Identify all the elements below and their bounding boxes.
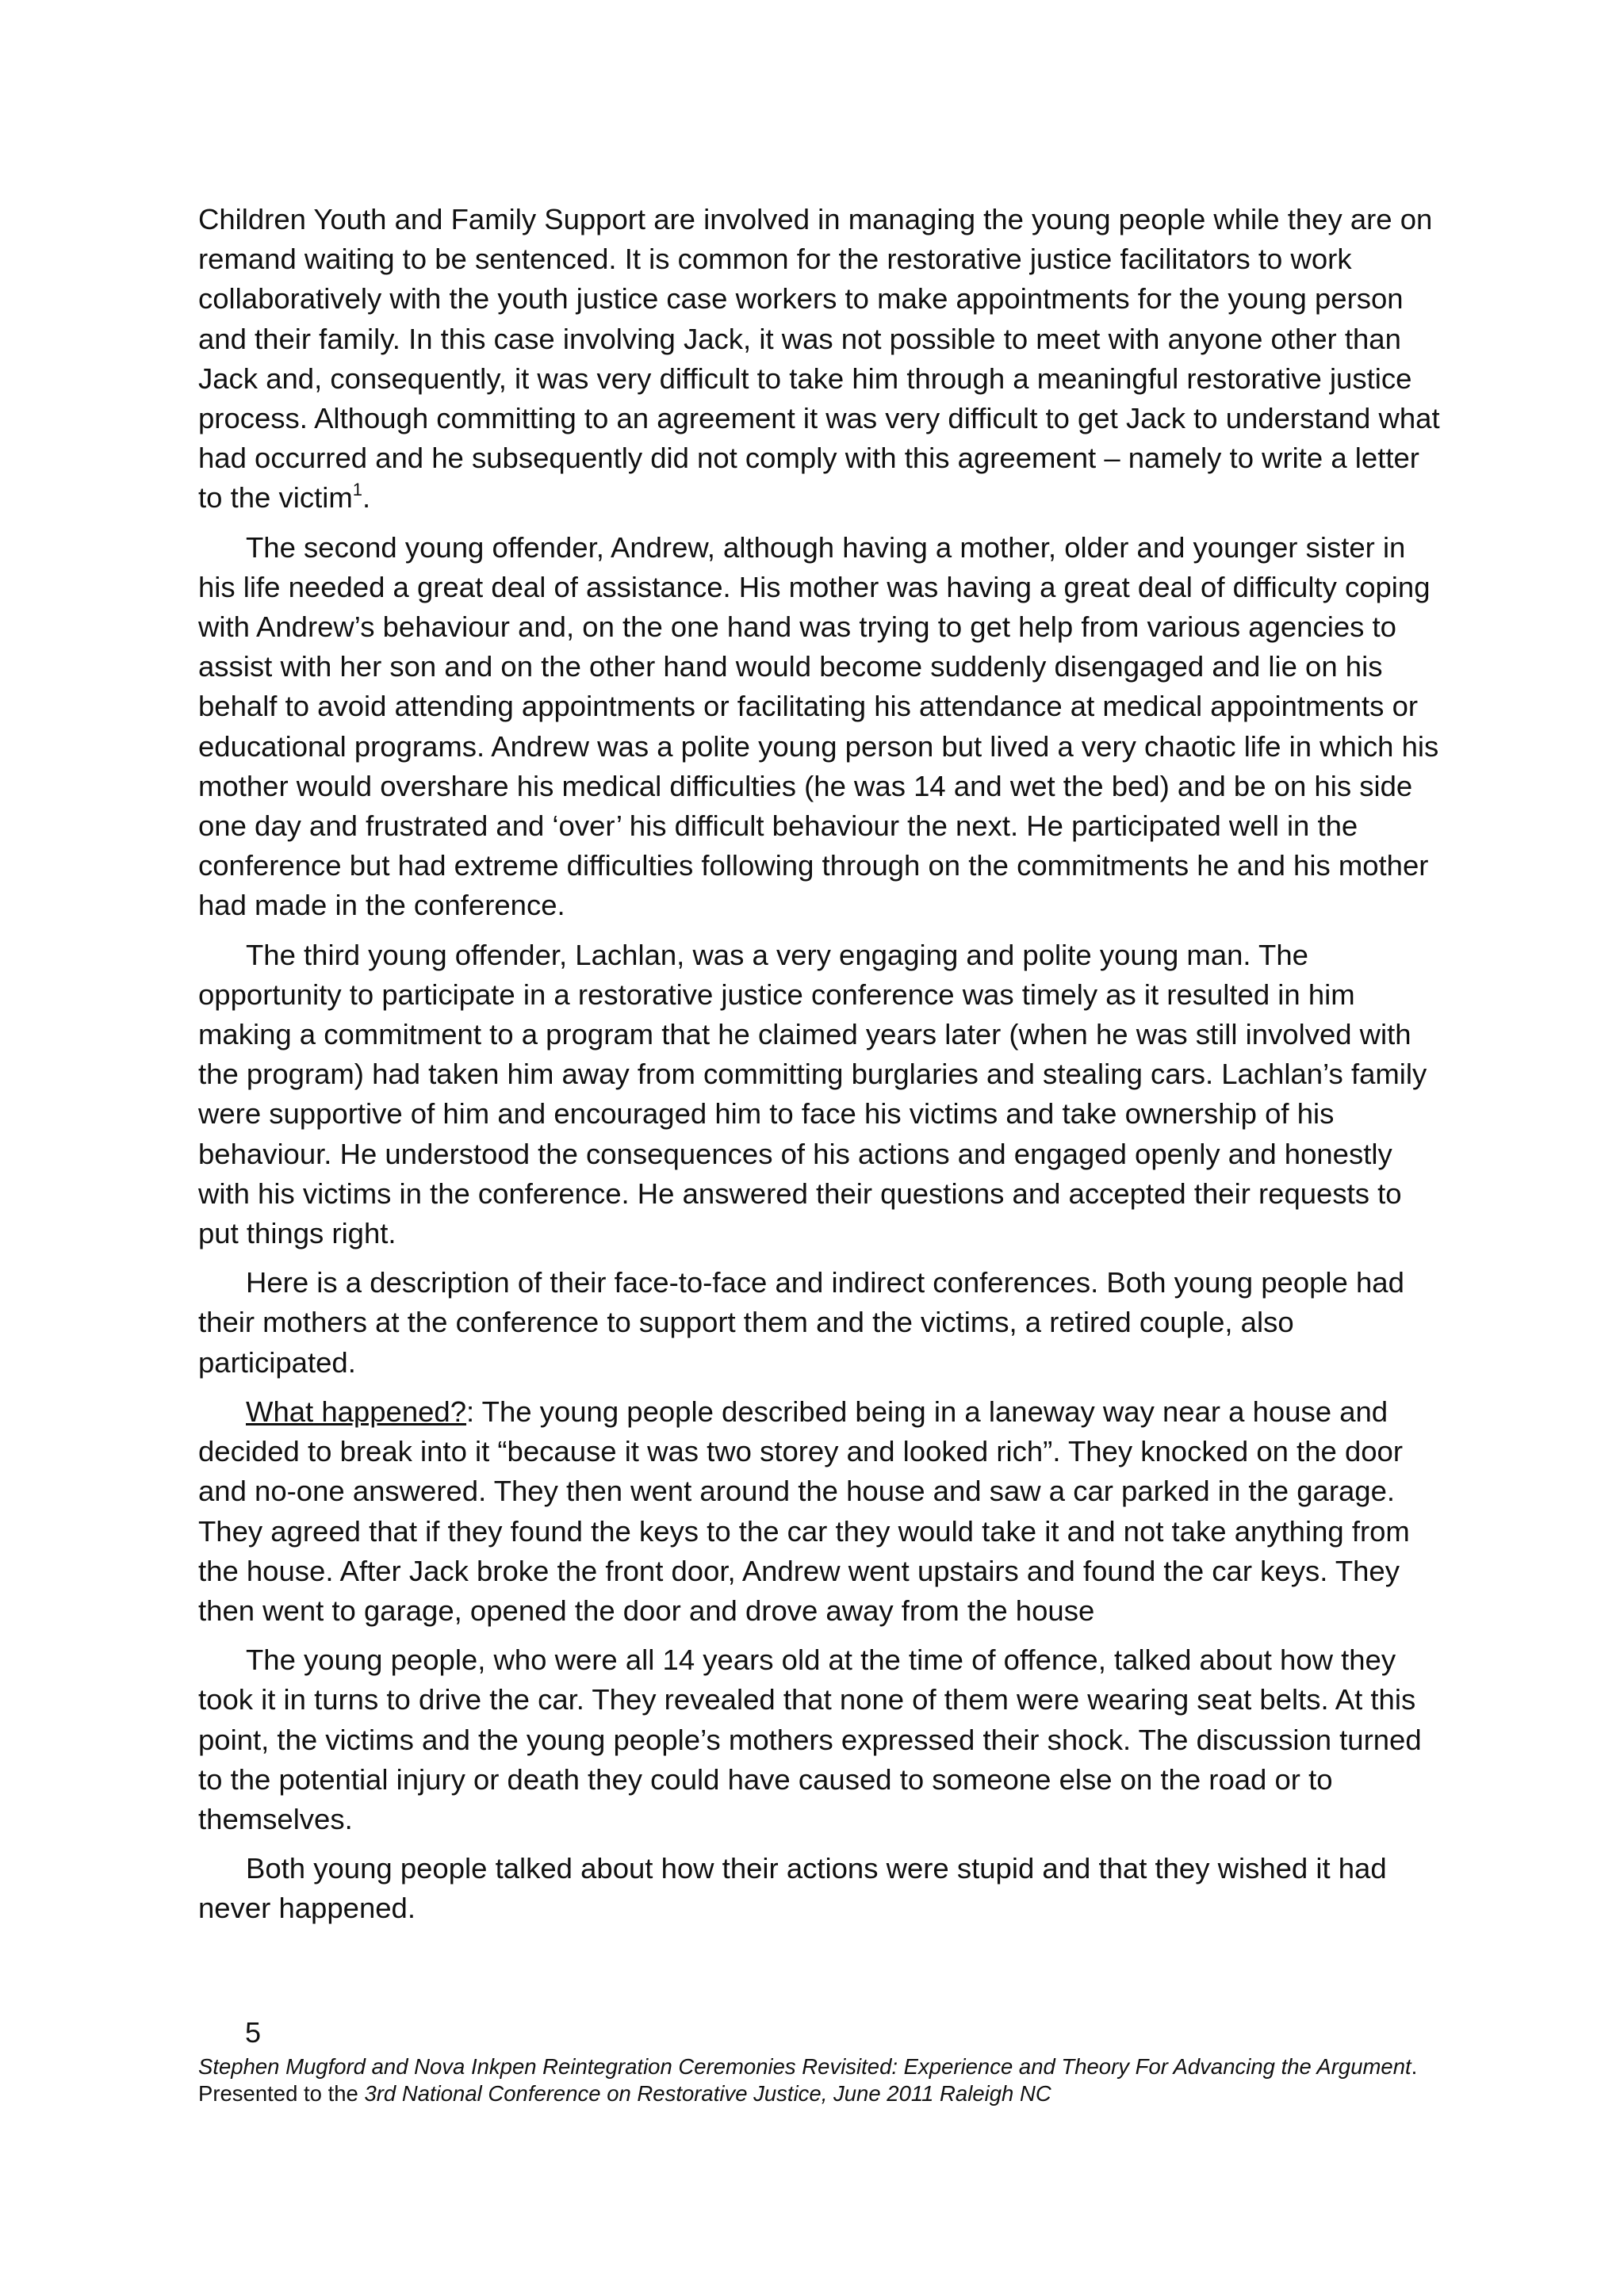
body-text xyxy=(198,200,1443,1938)
paragraph-2: The second young offender, Andrew, although having a mother, older and younger sister in his life needed a great deal of assistance. His mother was having a great deal of difficulty coping with Andrew’s behaviour and, on the one hand was trying to get help from various agencies to assist with her son and on the other hand would become suddenly disengaged and lie on his behalf to avoid attending appointments or facilitating his attendance at medical appointments or educational programs. Andrew was a polite young person but lived a very chaotic life in which his mother would overshare his medical difficulties (he was 14 and wet the bed) and be on his side one day and frustrated and ‘over’ his difficult behaviour the next. He participated well in the conference but had extreme difficulties following through on the commitments he and his mother had made in the conference. xyxy=(198,530,1439,922)
section-heading-what-happened: What happened? xyxy=(246,1395,467,1428)
footer-presented: . Presented to the xyxy=(198,2054,1418,2106)
footer-citation xyxy=(198,2053,1467,2107)
paragraph-4: Here is a description of their face-to-face and indirect conferences. Both young people had their mothers at the conference to support them and the victims, a retired couple, also participated. xyxy=(198,1266,1404,1379)
paragraph-1-text: Children Youth and Family Support are involved in managing the young people while they are on remand waiting to be sentenced. It is common for the restorative justice facilitators to work collaboratively with the youth justice case workers to make appointments for the young person and their family. In this case involving Jack, it was not possible to meet with anyone other than Jack and, consequently, it was very difficult to take him through a meaningful restorative justice process. Although committing to an agreement it was very difficult to get Jack to understand what had occurred and he subsequently did not comply with this agreement – namely to write a letter to the victim xyxy=(198,203,1440,515)
paragraph-1 xyxy=(198,200,1443,519)
paragraph-5 xyxy=(198,1392,1443,1631)
footnote-reference: 1 xyxy=(352,480,362,500)
paragraph-1-end: . xyxy=(362,481,371,515)
paragraph-3: The third young offender, Lachlan, was a very engaging and polite young man. The opportunity to participate in a restorative justice conference was timely as it resulted in him making a commitment to a program that he claimed years later (when he was still involved with the program) had taken him away from committing burglaries and stealing cars. Lachlan’s family were supportive of him and encouraged him to face his victims and take ownership of his behaviour. He understood the consequences of his actions and engaged openly and honestly with his victims in the conference. He answered their questions and accepted their requests to put things right. xyxy=(198,938,1427,1250)
footer-conference: 3rd National Conference on Restorative Justice, June 2011 Raleigh NC xyxy=(364,2081,1051,2106)
footer-authors-title: Stephen Mugford and Nova Inkpen Reintegration Ceremonies Revisited: Experience and Theory For Advancing the Argument xyxy=(198,2054,1411,2079)
page-number: 5 xyxy=(245,2016,262,2049)
paragraph-5-text: : The young people described being in a laneway way near a house and decided to break into it “because it was two storey and looked rich”. They knocked on the door and no-one answered. They then went around the house and saw a car parked in the garage. They agreed that if they found the keys to the car they would take it and not take anything from the house. After Jack broke the front door, Andrew went upstairs and found the car keys. They then went to garage, opened the door and drove away from the house xyxy=(198,1395,1410,1627)
paragraph-6: The young people, who were all 14 years old at the time of offence, talked about how they took it in turns to drive the car. They revealed that none of them were wearing seat belts. At this point, the victims and the young people’s mothers expressed their shock. The discussion turned to the potential injury or death they could have caused to someone else on the road or to themselves. xyxy=(198,1644,1422,1835)
paragraph-7: Both young people talked about how their actions were stupid and that they wished it had never happened. xyxy=(198,1852,1387,1925)
